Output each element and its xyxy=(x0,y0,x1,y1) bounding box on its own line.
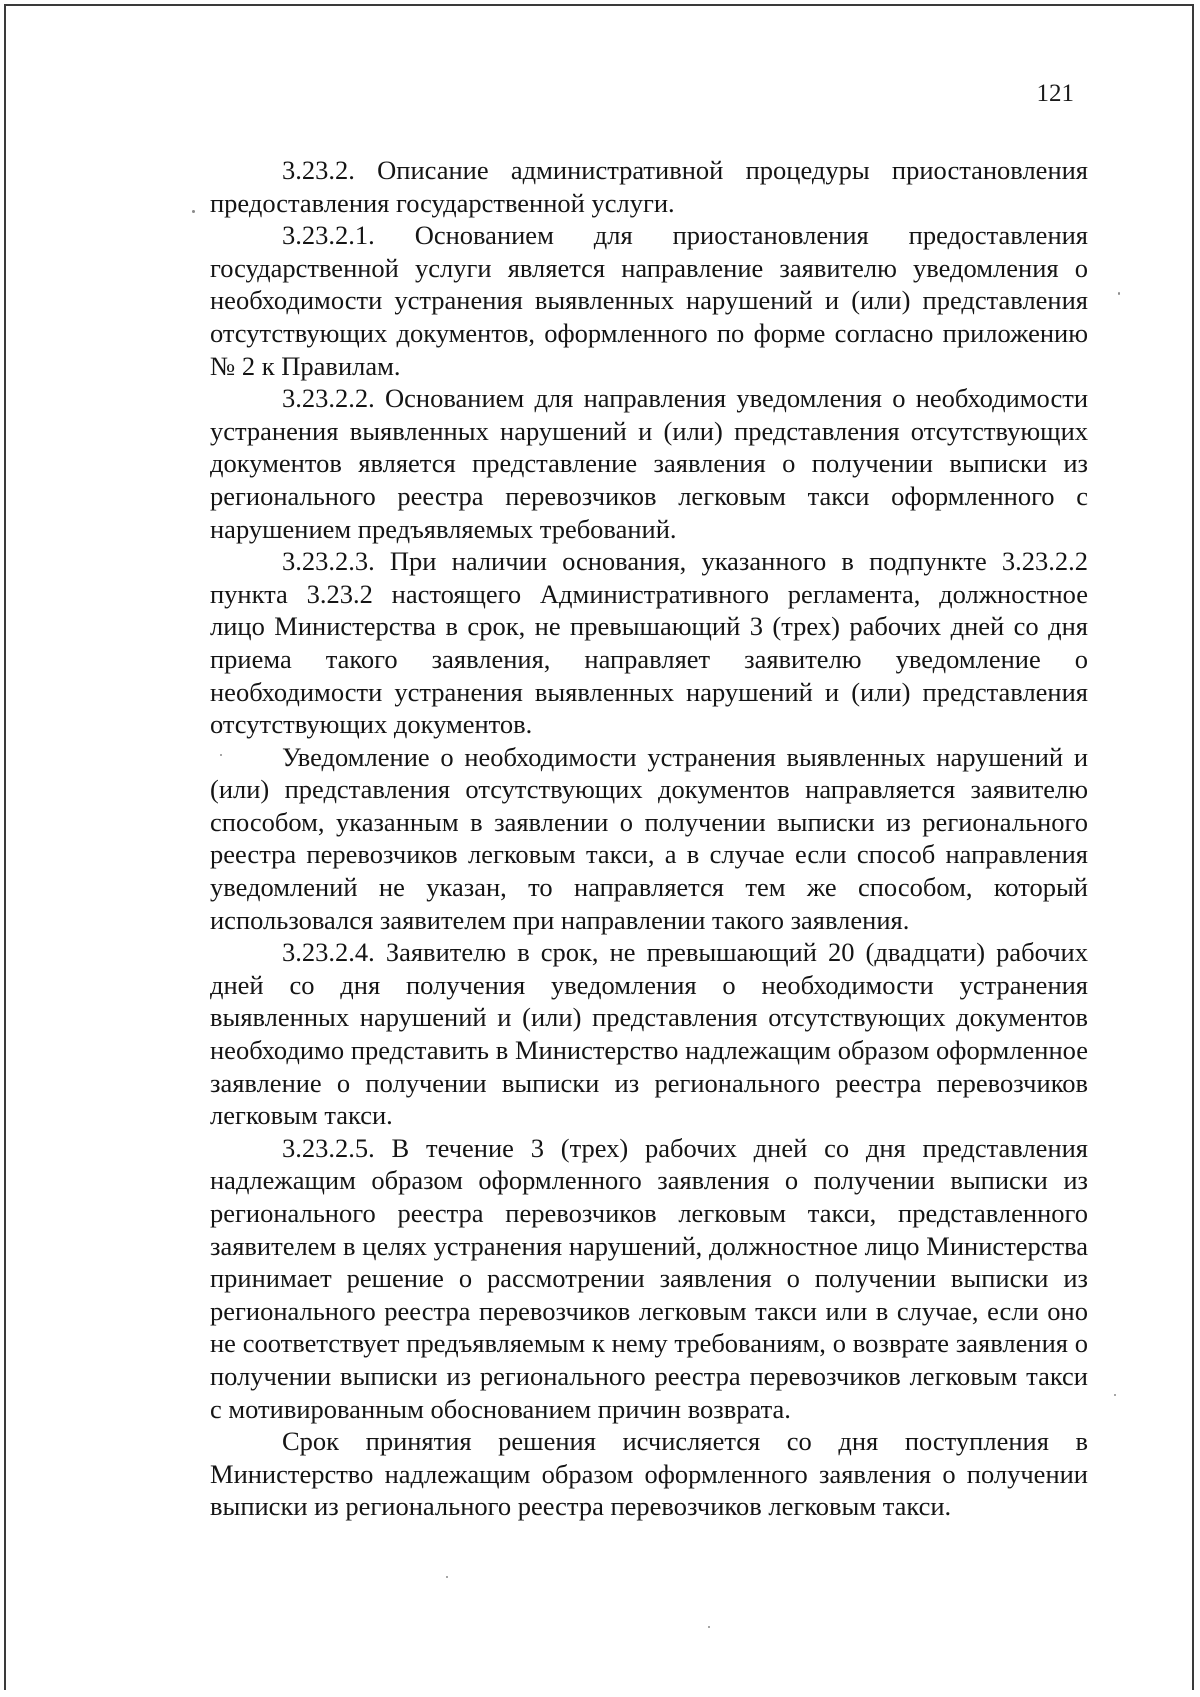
paragraph-3-23-2: 3.23.2. Описание административной процедуры приостановления предоставления государственной услуги. xyxy=(210,155,1088,218)
document-text xyxy=(210,154,1088,1523)
paragraph-3-23-2-4: 3.23.2.4. Заявителю в срок, не превышающий 20 (двадцати) рабочих дней со дня получения уведомления о необходимости устранения выявленных нарушений и (или) представления отсутствующих документов необходимо представить в Министерство надлежащим образом оформленное заявление о получении выписки из регионального реестра перевозчиков легковым такси. xyxy=(210,937,1088,1131)
scan-speck xyxy=(446,1576,448,1578)
paragraph-3-23-2-1: 3.23.2.1. Основанием для приостановления предоставления государственной услуги является направление заявителю уведомления о необходимости устранения выявленных нарушений и (или) представления отсутствующих документов, оформленного по форме согласно приложению № 2 к Правилам. xyxy=(210,220,1088,381)
paragraph-3-23-2-2: 3.23.2.2. Основанием для направления уведомления о необходимости устранения выявленных нарушений и (или) представления отсутствующих документов является представление заявления о получении выписки из регионального реестра перевозчиков легковым такси оформленного с нарушением предъявляемых требований. xyxy=(210,383,1088,544)
paragraph-3-23-2-5: 3.23.2.5. В течение 3 (трех) рабочих дней со дня представления надлежащим образом оформленного заявления о получении выписки из регионального реестра перевозчиков легковым такси, представленного заявителем в целях устранения нарушений, должностное лицо Министерства принимает решение о рассмотрении заявления о получении выписки из регионального реестра перевозчиков легковым такси или в случае, если оно не соответствует предъявляемым к нему требованиям, о возврате заявления о получении выписки из регионального реестра перевозчиков легковым такси с мотивированным обоснованием причин возврата. xyxy=(210,1132,1088,1424)
scan-speck xyxy=(1118,292,1120,295)
paragraph-notification: Уведомление о необходимости устранения выявленных нарушений и (или) представления отсутствующих документов направляется заявителю способом, указанным в заявлении о получении выписки из регионального реестра перевозчиков легковым такси, а в случае если способ направления уведомлений не указан, то направляется тем же способом, который использовался заявителем при направлении такого заявления. xyxy=(210,741,1088,935)
scan-speck xyxy=(220,754,222,756)
scan-speck xyxy=(708,1626,710,1628)
paragraph-3-23-2-3: 3.23.2.3. При наличии основания, указанного в подпункте 3.23.2.2 пункта 3.23.2 настоящего Административного регламента, должностное лицо Министерства в срок, не превышающий 3 (трех) рабочих дней со дня приема такого заявления, направляет заявителю уведомление о необходимости устранения выявленных нарушений и (или) представления отсутствующих документов. xyxy=(210,546,1088,740)
paragraph-decision-term: Срок принятия решения исчисляется со дня поступления в Министерство надлежащим образом оформленного заявления о получении выписки из регионального реестра перевозчиков легковым такси. xyxy=(210,1426,1088,1522)
page-number: 121 xyxy=(1036,80,1074,107)
document-page xyxy=(4,4,1194,1690)
scan-speck xyxy=(1114,1394,1116,1396)
scan-speck xyxy=(192,210,195,213)
